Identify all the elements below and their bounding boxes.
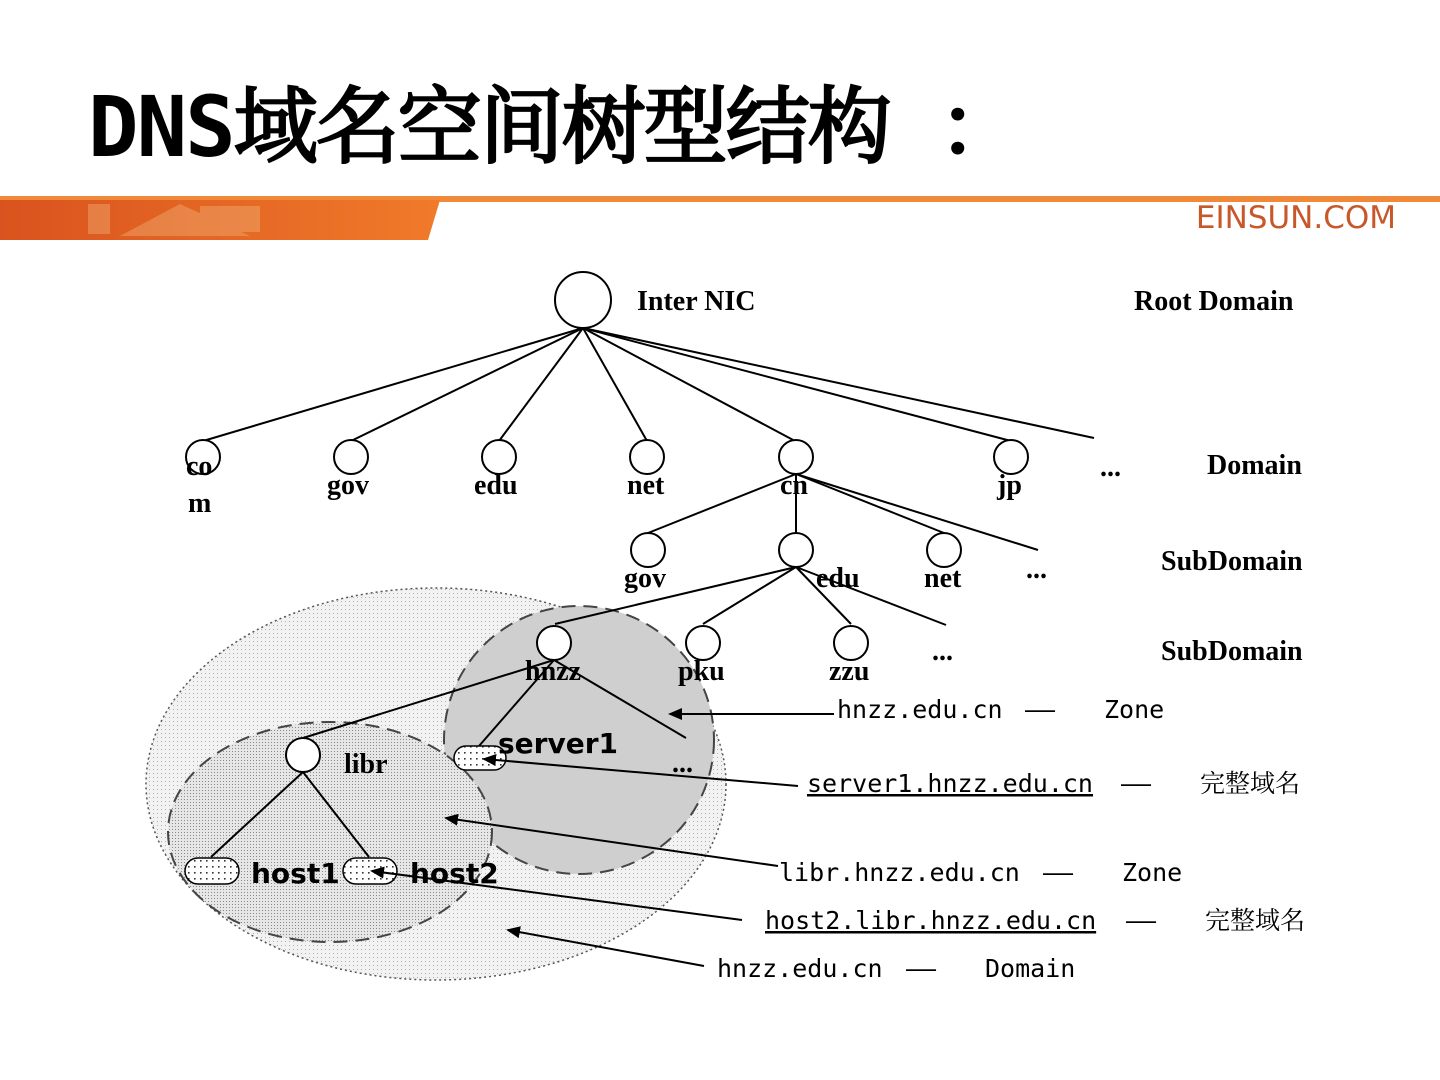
node-label-zzu: zzu <box>829 656 870 687</box>
annotation-libr-zone-name: libr.hnzz.edu.cn <box>779 858 1020 887</box>
node-label-cn-gov: gov <box>624 563 666 594</box>
annotation-hnzz-domain-dash: —— <box>906 954 937 983</box>
node-label-edu: edu <box>474 470 518 501</box>
node-label-com-2: m <box>188 488 212 519</box>
node-label-cn-net: net <box>924 563 962 594</box>
node-label-dots-cn: ... <box>1026 554 1047 585</box>
node-label-dots-edu: ... <box>932 636 953 667</box>
node-label-hnzz: hnzz <box>525 656 581 687</box>
node-label-cn-edu: edu <box>816 563 860 594</box>
node-label-com-1: co <box>186 451 213 482</box>
node-label-net: net <box>627 470 665 501</box>
annotation-libr-zone-dash: —— <box>1043 858 1074 887</box>
level-label-subdomain-1: SubDomain <box>1161 546 1303 577</box>
node-pku <box>686 626 720 660</box>
root-label: Inter NIC <box>637 286 756 317</box>
root-node <box>555 272 611 328</box>
node-cn-edu <box>779 533 813 567</box>
node-cn <box>779 440 813 474</box>
annotation-hnzz-zone-dash: —— <box>1025 695 1056 724</box>
node-edu <box>482 440 516 474</box>
node-label-jp: jp <box>997 470 1022 501</box>
node-label-libr: libr <box>344 749 388 780</box>
node-label-dots-top: ... <box>1100 452 1121 483</box>
annotation-libr-zone-kind: Zone <box>1122 858 1183 887</box>
level-label-subdomain-2: SubDomain <box>1161 636 1303 667</box>
node-label-dots-hnzz: ... <box>672 748 693 779</box>
annotation-hnzz-domain-name: hnzz.edu.cn <box>717 954 883 983</box>
node-hnzz <box>537 626 571 660</box>
annotation-hnzz-zone-name: hnzz.edu.cn <box>837 695 1003 724</box>
brand-logo: EINSUN.COM <box>1195 200 1396 236</box>
node-jp <box>994 440 1028 474</box>
level-label-domain: Domain <box>1207 450 1302 481</box>
host-label-host2: host2 <box>410 857 499 890</box>
node-cn-net <box>927 533 961 567</box>
node-net <box>630 440 664 474</box>
node-label-gov: gov <box>327 470 369 501</box>
node-zzu <box>834 626 868 660</box>
host-pill-host1 <box>185 858 239 884</box>
host-label-host1: host1 <box>251 857 340 890</box>
level-label-root: Root Domain <box>1134 286 1294 317</box>
host-pill-host2 <box>343 858 397 884</box>
annotation-server1-dash: —— <box>1121 769 1152 798</box>
annotation-hnzz-domain-kind: Domain <box>985 954 1076 983</box>
annotation-hnzz-zone-kind: Zone <box>1104 695 1165 724</box>
annotation-host2-name: host2.libr.hnzz.edu.cn <box>765 906 1097 935</box>
node-label-cn: cn <box>780 470 808 501</box>
annotation-server1-name: server1.hnzz.edu.cn <box>807 769 1093 798</box>
node-libr <box>286 738 320 772</box>
annotation-server1-kind: 完整域名 <box>1200 769 1301 798</box>
zone-ellipse-libr <box>168 722 492 942</box>
host-label-server1: server1 <box>498 727 618 760</box>
node-label-pku: pku <box>678 656 725 687</box>
annotation-host2-kind: 完整域名 <box>1205 906 1306 935</box>
page-title: DNS域名空间树型结构 ： <box>88 78 1021 176</box>
node-cn-gov <box>631 533 665 567</box>
annotation-host2-dash: —— <box>1126 906 1157 935</box>
node-gov <box>334 440 368 474</box>
